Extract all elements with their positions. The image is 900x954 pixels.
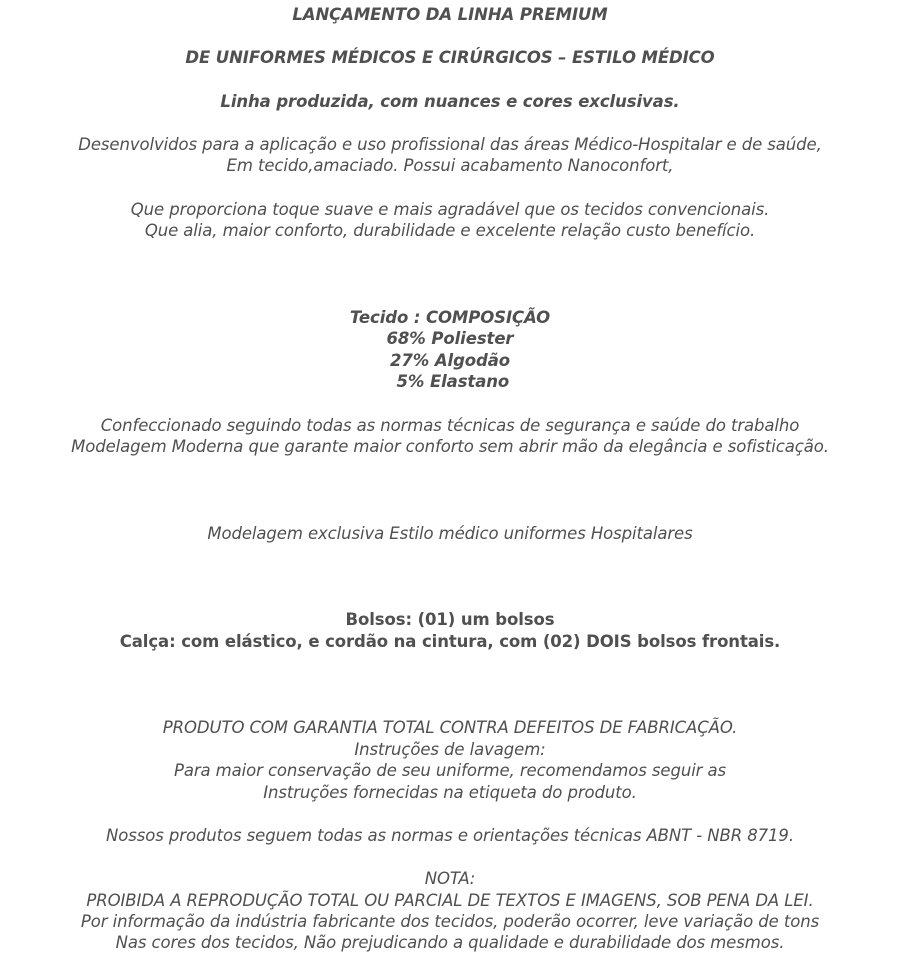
- warranty-line-1: PRODUTO COM GARANTIA TOTAL CONTRA DEFEITOS DE FABRICAÇÃO.: [162, 718, 738, 737]
- tagline: Linha produzida, com nuances e cores exclusivas.: [220, 92, 680, 111]
- intro-line-3: Que proporciona toque suave e mais agradável que os tecidos convencionais.: [130, 200, 770, 219]
- note-line-3: Nas cores dos tecidos, Não prejudicando a qualidade e durabilidade dos mesmos.: [115, 933, 785, 952]
- composition-item: 68% Poliester: [386, 329, 514, 348]
- pants-detail: Calça: com elástico, e cordão na cintura, com (02) DOIS bolsos frontais.: [119, 632, 781, 651]
- warranty-line-3: Para maior conservação de seu uniforme, recomendamos seguir as: [173, 761, 727, 780]
- intro-line-2: Em tecido,amaciado. Possui acabamento Nanoconfort,: [226, 156, 674, 175]
- norms-line: Nossos produtos seguem todas as normas e orientações técnicas ABNT - NBR 8719.: [106, 826, 794, 845]
- warranty-line-2: Instruções de lavagem:: [354, 740, 546, 759]
- modeling-line: Modelagem exclusiva Estilo médico uniformes Hospitalares: [207, 524, 693, 543]
- pockets-detail: Bolsos: (01) um bolsos: [345, 610, 555, 629]
- note-line-1: PROIBIDA A REPRODUÇÃO TOTAL OU PARCIAL DE TEXTOS E IMAGENS, SOB PENA DA LEI.: [86, 891, 814, 910]
- note-line-2: Por informação da indústria fabricante dos tecidos, poderão ocorrer, leve variação de tons: [80, 912, 820, 931]
- intro-line-1: Desenvolvidos para a aplicação e uso profissional das áreas Médico-Hospitalar e de saúde,: [78, 135, 822, 154]
- standards-line-2: Modelagem Moderna que garante maior conforto sem abrir mão da elegância e sofisticação.: [71, 437, 829, 456]
- composition-item: 27% Algodão: [390, 351, 510, 370]
- composition-item: 5% Elastano: [390, 372, 510, 391]
- launch-subtitle: DE UNIFORMES MÉDICOS E CIRÚRGICOS – ESTILO MÉDICO: [185, 48, 715, 67]
- composition-heading: Tecido : COMPOSIÇÃO: [349, 308, 551, 327]
- warranty-line-4: Instruções fornecidas na etiqueta do produto.: [263, 783, 637, 802]
- intro-line-4: Que alia, maior conforto, durabilidade e excelente relação custo benefício.: [144, 221, 756, 240]
- launch-title: LANÇAMENTO DA LINHA PREMIUM: [292, 5, 608, 24]
- note-heading: NOTA:: [424, 869, 476, 888]
- standards-line-1: Confeccionado seguindo todas as normas técnicas de segurança e saúde do trabalho: [100, 416, 800, 435]
